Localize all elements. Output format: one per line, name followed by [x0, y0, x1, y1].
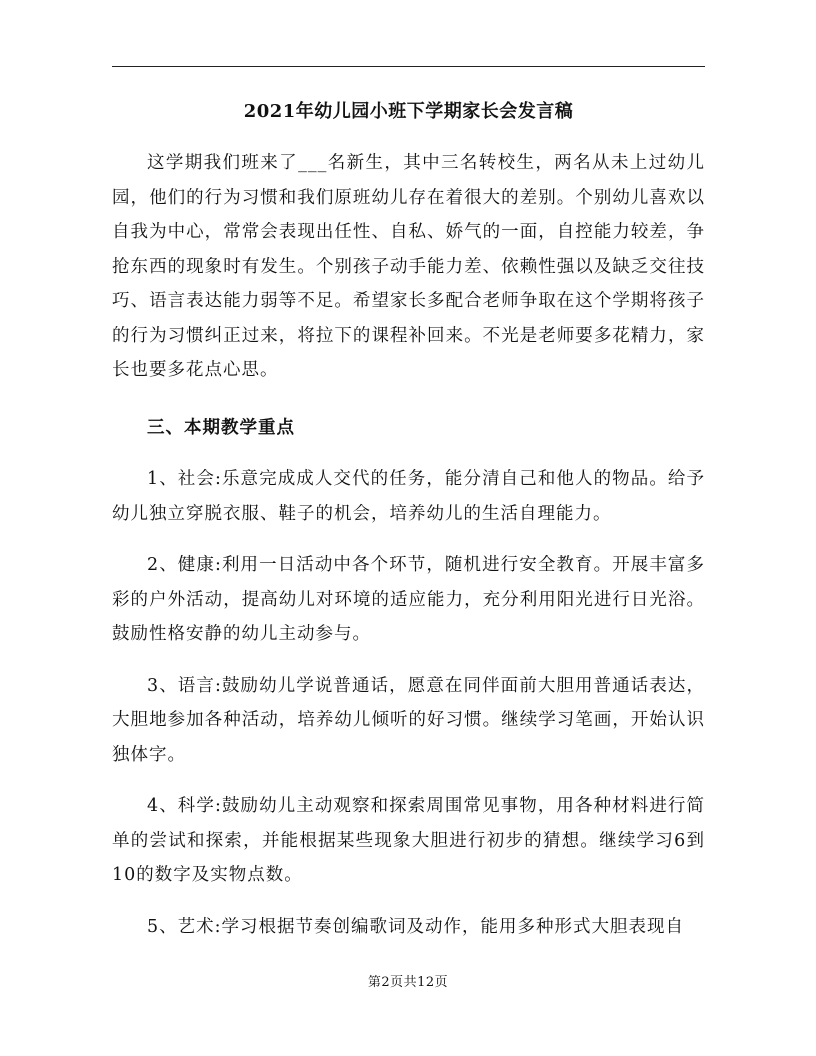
page-number: 第2页共12页 — [367, 975, 449, 990]
item-art: 5、艺术:学习根据节奏创编歌词及动作，能用多种形式大胆表现自 — [147, 916, 685, 937]
item-science: 4、科学:鼓励幼儿主动观察和探索周围常见事物，用各种材料进行简单的尝试和探索，并能根据某些现象大胆进行初步的猜想。继续学习6到10的数字及实物点数。 — [112, 796, 705, 885]
intro-paragraph: 这学期我们班来了___名新生，其中三名转校生，两名从未上过幼儿园，他们的行为习惯和我们原班幼儿存在着很大的差别。个别幼儿喜欢以自我为中心，常常会表现出任性、自私、娇气的一面，自控能力较差，争抢东西的现象时有发生。个别孩子动手能力差、依赖性强以及缺乏交往技巧、语言表达能力弱等不足。希望家长多配合老师争取在这个学期将孩子的行为习惯纠正过来，将拉下的课程补回来。不光是老师要多花精力，家长也要多花点心思。 — [112, 153, 705, 380]
item-language: 3、语言:鼓励幼儿学说普通话，愿意在同伴面前大胆用普通话表达，大胆地参加各种活动，培养幼儿倾听的好习惯。继续学习笔画，开始认识独体字。 — [112, 675, 705, 765]
section-heading: 三、本期教学重点 — [147, 417, 295, 438]
document-body — [112, 146, 705, 944]
item-social: 1、社会:乐意完成成人交代的任务，能分清自己和他人的物品。给予幼儿独立穿脱衣服、鞋子的机会，培养幼儿的生活自理能力。 — [112, 469, 705, 524]
document-title: 2021年幼儿园小班下学期家长会发言稿 — [243, 101, 574, 122]
header-rule — [112, 66, 705, 67]
item-health: 2、健康:利用一日活动中各个环节，随机进行安全教育。开展丰富多彩的户外活动，提高幼儿对环境的适应能力，充分利用阳光进行日光浴。鼓励性格安静的幼儿主动参与。 — [112, 555, 705, 644]
